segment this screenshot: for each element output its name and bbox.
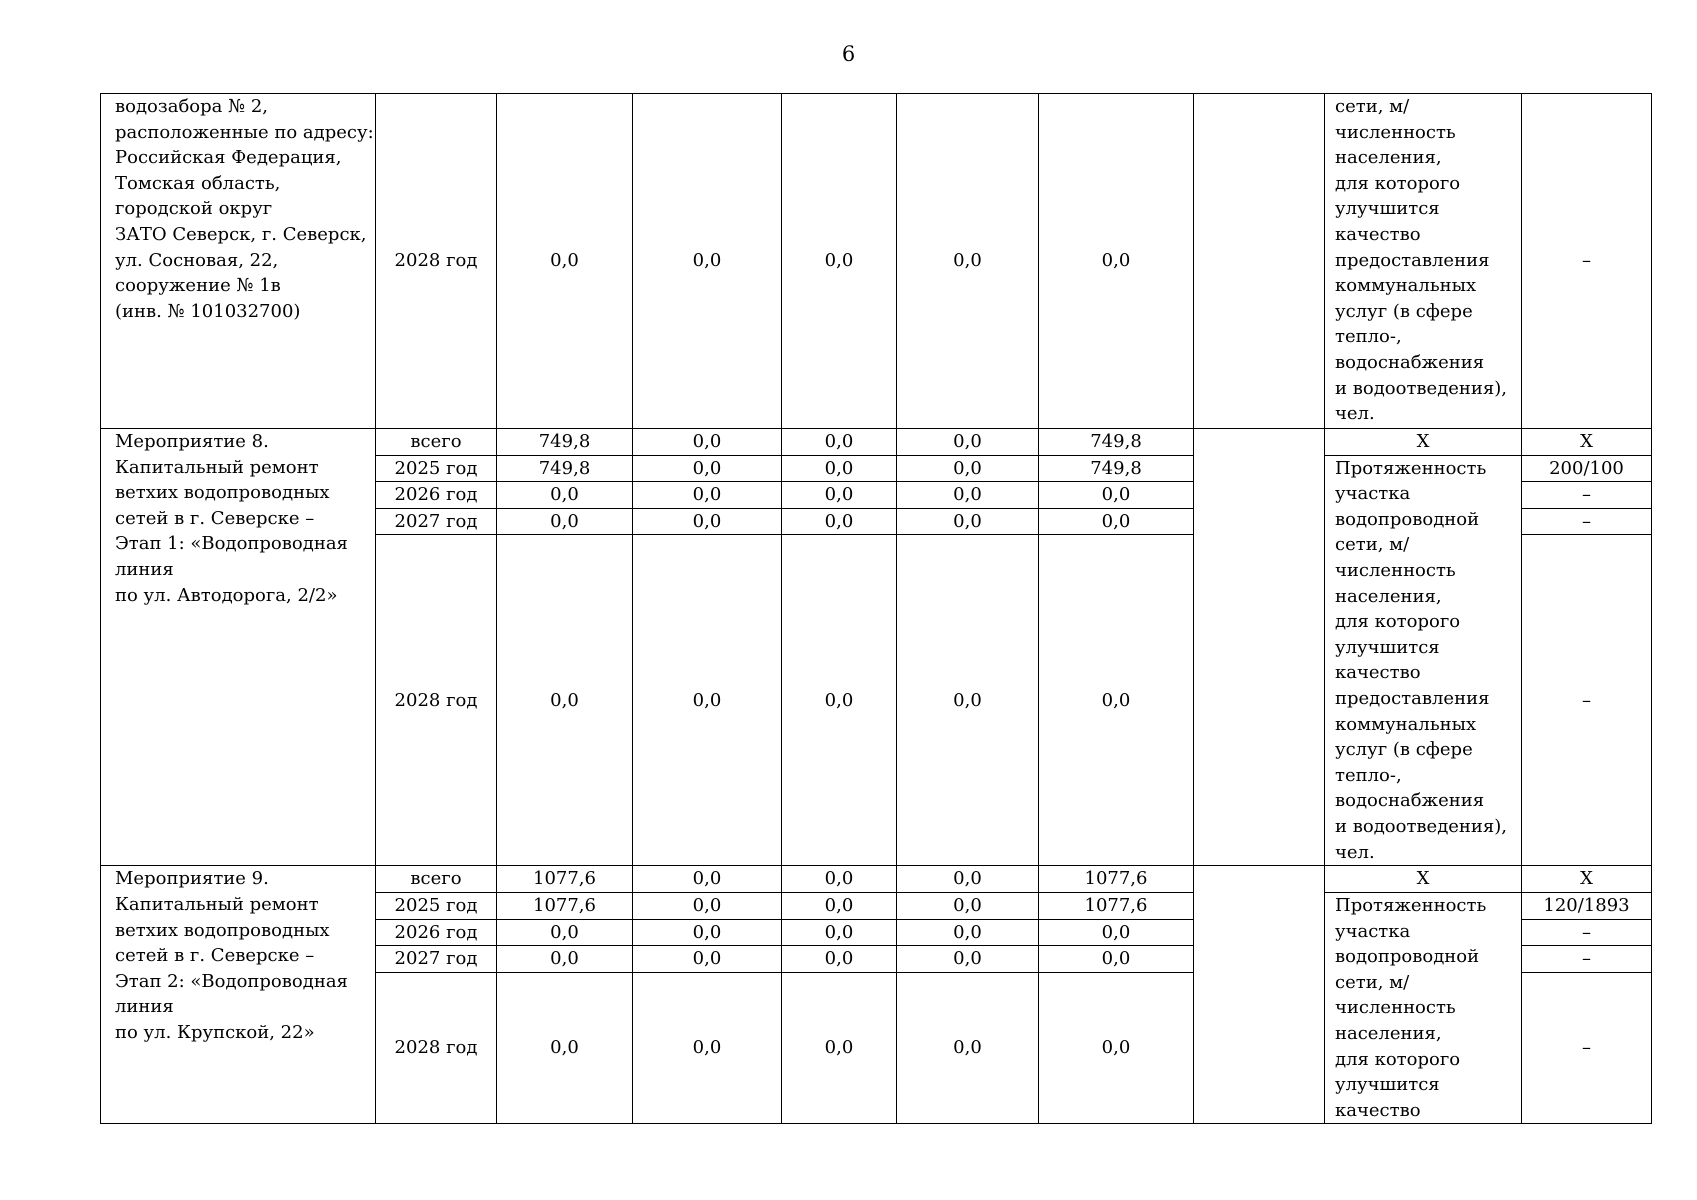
indicator-description-line: Протяженность [1335, 457, 1487, 479]
value-cell: 0,0 [782, 508, 897, 535]
indicator-description-line: коммунальных [1335, 713, 1477, 735]
value-cell: 0,0 [782, 482, 897, 509]
value-cell: 0,0 [897, 919, 1039, 946]
value-cell: 0,0 [897, 482, 1039, 509]
indicator-description-line: для которого [1335, 611, 1461, 633]
indicator-value: – [1522, 919, 1652, 946]
indicator-description-line: предоставления [1335, 249, 1490, 271]
value-cell: 0,0 [1039, 535, 1194, 866]
measure-description-line: сетей в г. Северске – [115, 945, 315, 967]
indicator-header: Х [1325, 866, 1522, 893]
indicator-value: – [1522, 946, 1652, 973]
measure-description-line: ветхих водопроводных [115, 482, 330, 504]
indicator-description-line: улучшится [1335, 1074, 1440, 1096]
value-cell: 0,0 [633, 94, 782, 429]
indicator-description-line: и водоотведения), [1335, 377, 1508, 399]
value-cell: 0,0 [897, 866, 1039, 893]
value-cell: 1077,6 [497, 892, 633, 919]
value-cell: 749,8 [1039, 429, 1194, 456]
measure-description [101, 429, 376, 866]
measure-description-line: Капитальный ремонт [115, 456, 319, 478]
value-cell: 0,0 [782, 972, 897, 1123]
value-cell: 749,8 [497, 429, 633, 456]
indicator-description-line: численность [1335, 121, 1456, 143]
measure-description-line: городской округ [115, 198, 273, 220]
indicator-description-line: услуг (в сфере [1335, 300, 1473, 322]
indicator-description-line: улучшится [1335, 198, 1440, 220]
indicator-description-line: численность [1335, 997, 1456, 1019]
value-cell: 1077,6 [1039, 866, 1194, 893]
value-cell: 0,0 [633, 429, 782, 456]
indicator-description-line: населения, [1335, 585, 1442, 607]
indicator-description-line: сети, м/ [1335, 96, 1410, 117]
year-cell: 2028 год [376, 94, 497, 429]
year-cell: 2026 год [376, 919, 497, 946]
measure-description [101, 94, 376, 429]
value-cell: 0,0 [782, 429, 897, 456]
indicator-description-line: тепло-, [1335, 764, 1402, 786]
value-cell: 0,0 [782, 866, 897, 893]
measure-description-line: Российская Федерация, [115, 147, 342, 169]
measure-description-line: ул. Сосновая, 22, [115, 249, 279, 271]
indicator-description-line: водопроводной [1335, 508, 1480, 530]
value-cell: 749,8 [497, 455, 633, 482]
measure-description-line: ветхих водопроводных [115, 919, 330, 941]
value-cell: 0,0 [633, 972, 782, 1123]
indicator-header: Х [1325, 429, 1522, 456]
indicator-description-line: коммунальных [1335, 275, 1477, 297]
indicator-value: – [1522, 508, 1652, 535]
value-cell: 0,0 [633, 919, 782, 946]
indicator-value: 200/100 [1522, 455, 1652, 482]
value-cell: 0,0 [497, 508, 633, 535]
indicator-description-line: водопроводной [1335, 946, 1480, 968]
indicator-description-line: численность [1335, 559, 1456, 581]
empty-cell [1194, 429, 1325, 866]
table-row [101, 94, 1652, 429]
value-cell: 0,0 [633, 508, 782, 535]
value-cell: 749,8 [1039, 455, 1194, 482]
value-cell: 0,0 [633, 535, 782, 866]
measure-description-line: Томская область, [115, 172, 281, 194]
table-row [101, 866, 1652, 893]
measure-description-line: ЗАТО Северск, г. Северск, [115, 223, 367, 245]
indicator-value: – [1522, 535, 1652, 866]
measure-description-line: линия [115, 558, 174, 580]
year-cell: 2028 год [376, 972, 497, 1123]
indicator-description-line: качество [1335, 662, 1421, 684]
value-cell: 0,0 [782, 892, 897, 919]
value-cell: 0,0 [782, 455, 897, 482]
indicator-value: Х [1522, 866, 1652, 893]
measure-description-line: по ул. Крупской, 22» [115, 1021, 315, 1043]
value-cell: 0,0 [782, 946, 897, 973]
year-cell: 2028 год [376, 535, 497, 866]
value-cell: 0,0 [897, 429, 1039, 456]
value-cell: 0,0 [633, 946, 782, 973]
indicator-value: – [1522, 94, 1652, 429]
indicator-description-line: населения, [1335, 1022, 1442, 1044]
indicator-description-line: Протяженность [1335, 894, 1487, 916]
measure-description-line: Мероприятие 9. [115, 868, 269, 890]
indicator-value: 120/1893 [1522, 892, 1652, 919]
value-cell: 0,0 [897, 455, 1039, 482]
value-cell: 0,0 [782, 919, 897, 946]
value-cell: 0,0 [497, 535, 633, 866]
measure-description-line: Этап 2: «Водопроводная [115, 970, 348, 992]
measure-description-line: Капитальный ремонт [115, 893, 319, 915]
indicator-description [1325, 892, 1522, 1123]
value-cell: 0,0 [897, 892, 1039, 919]
measure-description-line: сооружение № 1в [115, 275, 281, 297]
year-cell: 2025 год [376, 455, 497, 482]
page-number: 6 [841, 42, 856, 66]
measure-description-line: водозабора № 2, [115, 96, 269, 117]
empty-cell [1194, 94, 1325, 429]
indicator-description-line: для которого [1335, 1048, 1461, 1070]
value-cell: 0,0 [897, 508, 1039, 535]
value-cell: 0,0 [897, 972, 1039, 1123]
indicator-description-line: предоставления [1335, 687, 1490, 709]
value-cell: 0,0 [497, 946, 633, 973]
measure-description-line: Этап 1: «Водопроводная [115, 533, 348, 555]
indicator-description-line: населения, [1335, 147, 1442, 169]
value-cell: 0,0 [1039, 919, 1194, 946]
measure-description-line: сетей в г. Северске – [115, 507, 315, 529]
value-cell: 0,0 [782, 94, 897, 429]
indicator-value: – [1522, 972, 1652, 1123]
value-cell: 0,0 [1039, 508, 1194, 535]
table-body [101, 94, 1652, 1124]
value-cell: 0,0 [633, 482, 782, 509]
measure-description-line: (инв. № 101032700) [115, 300, 301, 322]
measure-description-line: линия [115, 996, 174, 1018]
year-cell: 2027 год [376, 508, 497, 535]
year-cell: 2025 год [376, 892, 497, 919]
value-cell: 1077,6 [497, 866, 633, 893]
indicator-description-line: участка [1335, 920, 1411, 942]
indicator-description-line: сети, м/ [1335, 534, 1410, 556]
indicator-description-line: и водоотведения), [1335, 815, 1508, 837]
value-cell: 1077,6 [1039, 892, 1194, 919]
indicator-value: Х [1522, 429, 1652, 456]
indicator-description [1325, 455, 1522, 866]
measure-description-line: по ул. Автодорога, 2/2» [115, 584, 338, 606]
year-cell: 2027 год [376, 946, 497, 973]
indicator-description-line: качество [1335, 223, 1421, 245]
value-cell: 0,0 [497, 972, 633, 1123]
year-cell: всего [376, 429, 497, 456]
value-cell: 0,0 [782, 535, 897, 866]
indicator-description-line: сети, м/ [1335, 971, 1410, 993]
value-cell: 0,0 [633, 455, 782, 482]
value-cell: 0,0 [1039, 482, 1194, 509]
measure-description-line: расположенные по адресу: [115, 121, 374, 143]
empty-cell [1194, 866, 1325, 1124]
measures-table [100, 93, 1652, 1124]
value-cell: 0,0 [897, 94, 1039, 429]
measure-description-line: Мероприятие 8. [115, 431, 269, 452]
table-row [101, 429, 1652, 456]
value-cell: 0,0 [497, 919, 633, 946]
indicator-description-line: для которого [1335, 172, 1461, 194]
indicator-description-line: чел. [1335, 841, 1375, 863]
value-cell: 0,0 [497, 94, 633, 429]
indicator-description-line: чел. [1335, 403, 1375, 425]
value-cell: 0,0 [897, 535, 1039, 866]
indicator-description [1325, 94, 1522, 429]
value-cell: 0,0 [1039, 946, 1194, 973]
indicator-description-line: качество [1335, 1099, 1421, 1121]
value-cell: 0,0 [897, 946, 1039, 973]
value-cell: 0,0 [633, 866, 782, 893]
value-cell: 0,0 [1039, 972, 1194, 1123]
indicator-value: – [1522, 482, 1652, 509]
value-cell: 0,0 [633, 892, 782, 919]
indicator-description-line: тепло-, [1335, 326, 1402, 348]
indicator-description-line: улучшится [1335, 636, 1440, 658]
year-cell: всего [376, 866, 497, 893]
value-cell: 0,0 [497, 482, 633, 509]
indicator-description-line: водоснабжения [1335, 351, 1485, 373]
indicator-description-line: услуг (в сфере [1335, 739, 1473, 761]
year-cell: 2026 год [376, 482, 497, 509]
value-cell: 0,0 [1039, 94, 1194, 429]
measure-description [101, 866, 376, 1124]
indicator-description-line: водоснабжения [1335, 790, 1485, 812]
indicator-description-line: участка [1335, 483, 1411, 505]
